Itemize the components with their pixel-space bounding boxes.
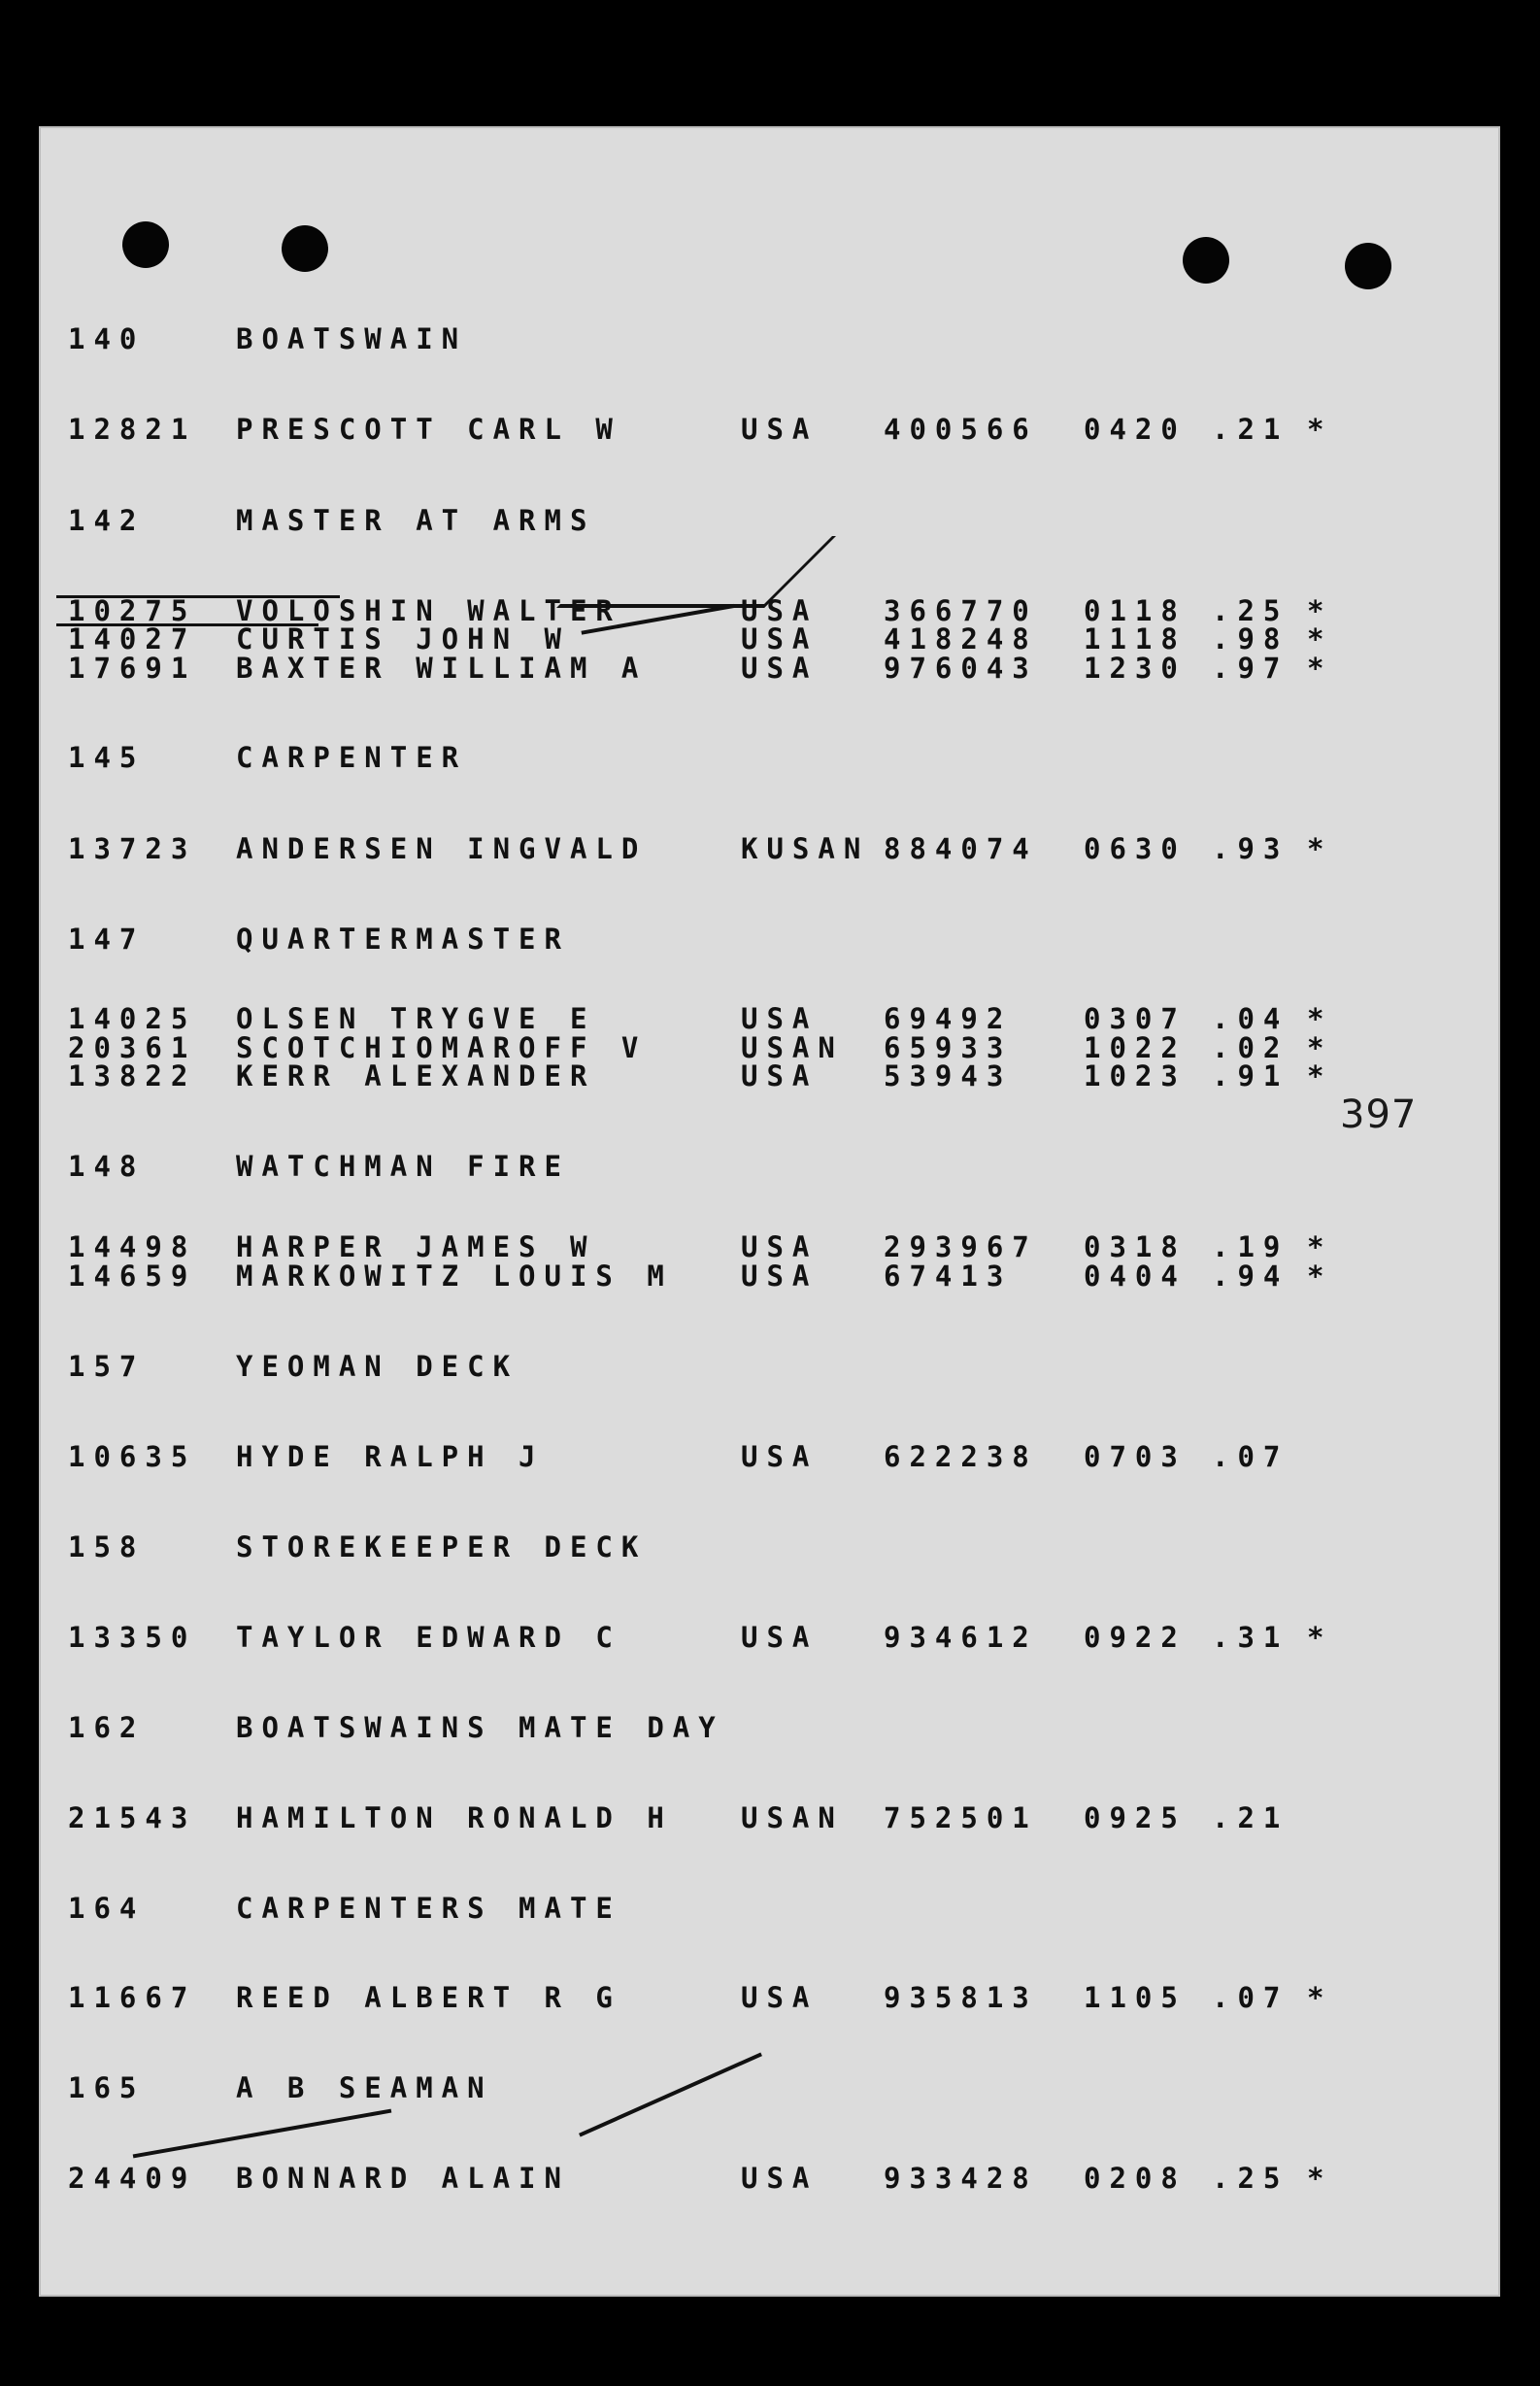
row-nation: USA (741, 1059, 819, 1092)
row-time: 0630 (1084, 832, 1187, 865)
row-code: 13822 (68, 1059, 197, 1092)
row-rate: .93 (1212, 832, 1289, 865)
section-title: CARPENTER (236, 741, 468, 774)
row-nation: USA (741, 1002, 819, 1035)
row-star: * (1307, 1002, 1333, 1035)
row-name: BAXTER WILLIAM A (236, 652, 648, 685)
row-rate: .25 (1212, 2162, 1289, 2195)
row-number: 884074 (884, 832, 1038, 865)
row-star: * (1307, 1059, 1333, 1092)
row-code: 10275 (68, 594, 197, 627)
row-name: BONNARD ALAIN (236, 2162, 570, 2195)
row-star: * (1307, 413, 1333, 446)
section-title: STOREKEEPER DECK (236, 1530, 648, 1563)
row-nation: USA (741, 413, 819, 446)
row-code: 157 (68, 1350, 146, 1383)
row-nation: USA (741, 652, 819, 685)
row-time: 0925 (1084, 1801, 1187, 1834)
row-star: * (1307, 594, 1333, 627)
row-code: 147 (68, 923, 146, 956)
section-title: WATCHMAN FIRE (236, 1150, 570, 1183)
row-code: 17691 (68, 652, 197, 685)
row-star: * (1307, 1031, 1333, 1064)
row-name: KERR ALEXANDER (236, 1059, 596, 1092)
row-name: VOLOSHIN WALTER (236, 594, 621, 627)
row-nation: USAN (741, 1801, 844, 1834)
row-name: HYDE RALPH J (236, 1440, 545, 1473)
document-page (39, 126, 1500, 2297)
row-name: HARPER JAMES W (236, 1230, 596, 1263)
row-time: 0420 (1084, 413, 1187, 446)
row-number: 366770 (884, 594, 1038, 627)
row-code: 148 (68, 1150, 146, 1183)
row-nation: USA (741, 2162, 819, 2195)
row-star: * (1307, 2162, 1333, 2195)
row-number: 69492 (884, 1002, 1013, 1035)
row-nation: KUSAN (741, 832, 870, 865)
row-time: 0208 (1084, 2162, 1187, 2195)
row-nation: USAN (741, 1031, 844, 1064)
row-code: 14659 (68, 1260, 197, 1293)
section-title: CARPENTERS MATE (236, 1892, 621, 1925)
row-number: 53943 (884, 1059, 1013, 1092)
row-star: * (1307, 1230, 1333, 1263)
row-rate: .07 (1212, 1981, 1289, 2014)
row-rate: .04 (1212, 1002, 1289, 1035)
row-code: 165 (68, 2071, 146, 2104)
row-code: 11667 (68, 1981, 197, 2014)
row-nation: USA (741, 594, 819, 627)
row-number: 400566 (884, 413, 1038, 446)
row-code: 140 (68, 322, 146, 355)
row-time: 0703 (1084, 1440, 1187, 1473)
row-name: HAMILTON RONALD H (236, 1801, 673, 1834)
row-number: 935813 (884, 1981, 1038, 2014)
row-nation: USA (741, 622, 819, 655)
row-star: * (1307, 832, 1333, 865)
row-number: 293967 (884, 1230, 1038, 1263)
section-title: BOATSWAINS MATE DAY (236, 1711, 724, 1744)
row-time: 1230 (1084, 652, 1187, 685)
row-nation: USA (741, 1981, 819, 2014)
row-rate: .97 (1212, 652, 1289, 685)
section-title: YEOMAN DECK (236, 1350, 519, 1383)
section-title: A B SEAMAN (236, 2071, 493, 2104)
row-code: 13350 (68, 1621, 197, 1654)
page-number: 397 (1340, 1092, 1418, 1137)
row-rate: .02 (1212, 1031, 1289, 1064)
row-rate: .25 (1212, 594, 1289, 627)
row-time: 0922 (1084, 1621, 1187, 1654)
row-star: * (1307, 1981, 1333, 2014)
row-time: 0318 (1084, 1230, 1187, 1263)
row-number: 65933 (884, 1031, 1013, 1064)
row-rate: .98 (1212, 622, 1289, 655)
row-code: 12821 (68, 413, 197, 446)
row-number: 934612 (884, 1621, 1038, 1654)
row-rate: .21 (1212, 413, 1289, 446)
row-rate: .07 (1212, 1440, 1289, 1473)
row-rate: .31 (1212, 1621, 1289, 1654)
row-rate: .91 (1212, 1059, 1289, 1092)
row-code: 21543 (68, 1801, 197, 1834)
row-code: 14498 (68, 1230, 197, 1263)
row-nation: USA (741, 1230, 819, 1263)
row-code: 145 (68, 741, 146, 774)
row-time: 1023 (1084, 1059, 1187, 1092)
row-name: OLSEN TRYGVE E (236, 1002, 596, 1035)
row-code: 10635 (68, 1440, 197, 1473)
row-name: ANDERSEN INGVALD (236, 832, 648, 865)
row-number: 933428 (884, 2162, 1038, 2195)
row-time: 1105 (1084, 1981, 1187, 2014)
row-name: PRESCOTT CARL W (236, 413, 621, 446)
row-nation: USA (741, 1260, 819, 1293)
row-star: * (1307, 622, 1333, 655)
row-nation: USA (741, 1621, 819, 1654)
row-code: 164 (68, 1892, 146, 1925)
row-code: 24409 (68, 2162, 197, 2195)
row-code: 14025 (68, 1002, 197, 1035)
text-layer (39, 126, 1500, 2297)
row-nation: USA (741, 1440, 819, 1473)
row-name: TAYLOR EDWARD C (236, 1621, 621, 1654)
row-time: 1118 (1084, 622, 1187, 655)
row-code: 13723 (68, 832, 197, 865)
row-code: 162 (68, 1711, 146, 1744)
row-time: 0307 (1084, 1002, 1187, 1035)
row-code: 20361 (68, 1031, 197, 1064)
row-name: SCOTCHIOMAROFF V (236, 1031, 648, 1064)
section-title: MASTER AT ARMS (236, 504, 596, 537)
row-star: * (1307, 1260, 1333, 1293)
section-title: BOATSWAIN (236, 322, 468, 355)
row-code: 14027 (68, 622, 197, 655)
row-number: 976043 (884, 652, 1038, 685)
row-time: 0118 (1084, 594, 1187, 627)
row-number: 418248 (884, 622, 1038, 655)
row-time: 0404 (1084, 1260, 1187, 1293)
row-number: 752501 (884, 1801, 1038, 1834)
row-name: REED ALBERT R G (236, 1981, 621, 2014)
row-rate: .94 (1212, 1260, 1289, 1293)
section-title: QUARTERMASTER (236, 923, 570, 956)
row-rate: .19 (1212, 1230, 1289, 1263)
row-number: 622238 (884, 1440, 1038, 1473)
row-code: 142 (68, 504, 146, 537)
row-name: MARKOWITZ LOUIS M (236, 1260, 673, 1293)
row-code: 158 (68, 1530, 146, 1563)
row-number: 67413 (884, 1260, 1013, 1293)
row-time: 1022 (1084, 1031, 1187, 1064)
row-star: * (1307, 652, 1333, 685)
row-star: * (1307, 1621, 1333, 1654)
row-name: CURTIS JOHN W (236, 622, 570, 655)
row-rate: .21 (1212, 1801, 1289, 1834)
